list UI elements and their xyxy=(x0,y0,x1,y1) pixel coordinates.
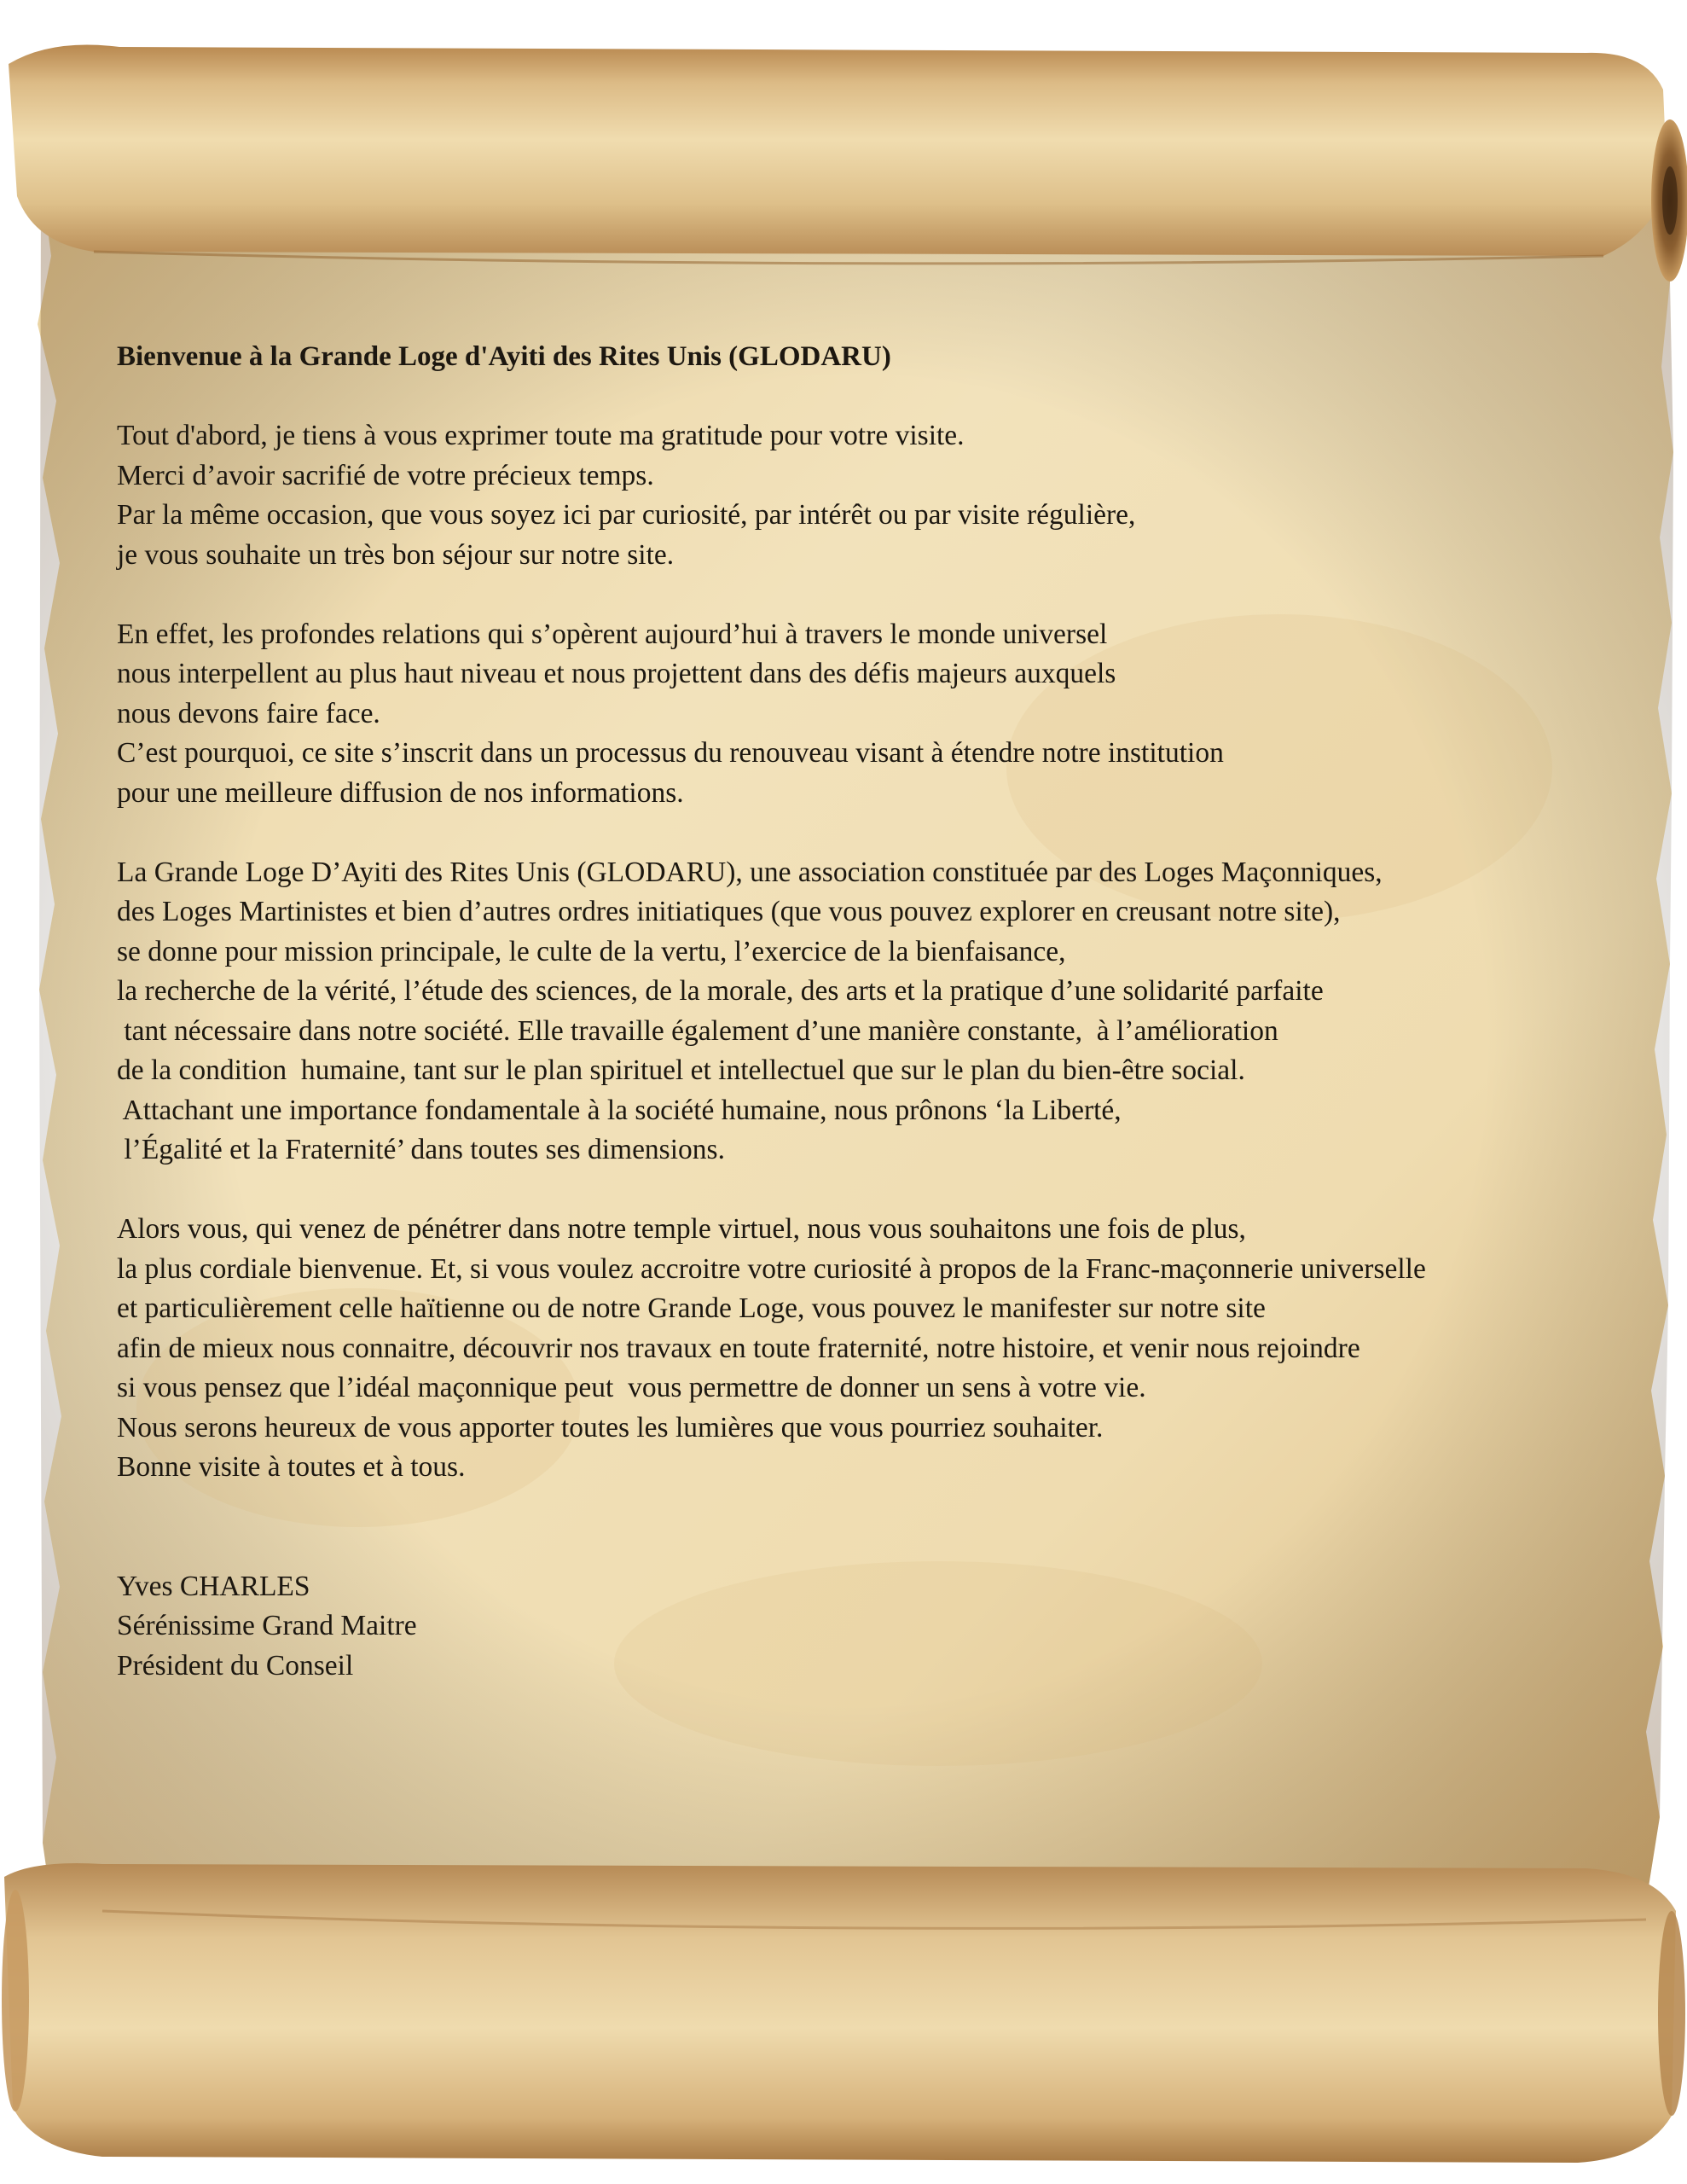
paragraph-2 xyxy=(117,615,1652,814)
paragraph-line: tant nécessaire dans notre société. Elle travaille également d’une manière constante, à l’amélioration xyxy=(117,1014,1278,1047)
paragraph-line: C’est pourquoi, ce site s’inscrit dans un processus du renouveau visant à étendre notre institution xyxy=(117,737,1224,769)
paragraph-line: si vous pensez que l’idéal maçonnique peut vous permettre de donner un sens à votre vie. xyxy=(117,1372,1146,1403)
paragraph-line: nous interpellent au plus haut niveau et nous projettent dans des défis majeurs auxquels xyxy=(117,658,1116,689)
paragraph-4 xyxy=(117,1210,1652,1488)
signature-block xyxy=(117,1567,1652,1687)
signature-gap xyxy=(117,1488,1652,1567)
paragraph-gap xyxy=(117,377,1652,417)
paragraph-gap xyxy=(117,575,1652,615)
paragraph-line: Tout d'abord, je tiens à vous exprimer toute ma gratitude pour votre visite. xyxy=(117,420,965,451)
paragraph-line: l’Égalité et la Fraternité’ dans toutes ses dimensions. xyxy=(117,1134,725,1165)
paragraph-1 xyxy=(117,416,1652,575)
paragraph-gap xyxy=(117,813,1652,853)
paragraph-line: afin de mieux nous connaitre, découvrir nos travaux en toute fraternité, notre histoire, et venir nous rejoindre xyxy=(117,1332,1360,1364)
paragraph-line: Bonne visite à toutes et à tous. xyxy=(117,1451,466,1483)
paragraph-line: Nous serons heureux de vous apporter toutes les lumières que vous pourriez souhaiter. xyxy=(117,1411,1104,1443)
paragraph-line: des Loges Martinistes et bien d’autres ordres initiatiques (que vous pouvez explorer en creusant notre site), xyxy=(117,896,1341,927)
paragraph-line: La Grande Loge D’Ayiti des Rites Unis (GLODARU), une association constituée par des Loges Maçonniques, xyxy=(117,856,1383,888)
signature-name: Yves CHARLES xyxy=(117,1570,310,1602)
letter-title: Bienvenue à la Grande Loge d'Ayiti des Rites Unis (GLODARU) xyxy=(117,341,891,372)
paragraph-3 xyxy=(117,853,1652,1170)
signature-role: Président du Conseil xyxy=(117,1649,354,1682)
paragraph-line: En effet, les profondes relations qui s’opèrent aujourd’hui à travers le monde universel xyxy=(117,618,1108,650)
paragraph-line: et particulièrement celle haïtienne ou de notre Grande Loge, vous pouvez le manifester sur notre site xyxy=(117,1292,1266,1324)
paragraph-line: la plus cordiale bienvenue. Et, si vous voulez accroitre votre curiosité à propos de la Franc-maçonnerie universelle xyxy=(117,1252,1426,1285)
paragraph-line: se donne pour mission principale, le culte de la vertu, l’exercice de la bienfaisance, xyxy=(117,935,1066,967)
welcome-letter xyxy=(117,337,1652,1686)
paragraph-line: de la condition humaine, tant sur le plan spirituel et intellectuel que sur le plan du bien-être social. xyxy=(117,1054,1245,1086)
paragraph-line: Par la même occasion, que vous soyez ici par curiosité, par intérêt ou par visite régulière, xyxy=(117,499,1136,531)
paragraph-line: Attachant une importance fondamentale à la société humaine, nous prônons ‘la Liberté, xyxy=(117,1094,1122,1126)
paragraph-line: pour une meilleure diffusion de nos informations. xyxy=(117,776,684,809)
paragraph-line: Merci d’avoir sacrifié de votre précieux temps. xyxy=(117,459,654,491)
paragraph-line: la recherche de la vérité, l’étude des sciences, de la morale, des arts et la pratique d’une solidarité parfaite xyxy=(117,975,1324,1007)
paragraph-line: nous devons faire face. xyxy=(117,697,380,729)
paragraph-line: Alors vous, qui venez de pénétrer dans notre temple virtuel, nous vous souhaitons une fois de plus, xyxy=(117,1213,1246,1245)
paragraph-gap xyxy=(117,1170,1652,1211)
paragraph-line: je vous souhaite un très bon séjour sur notre site. xyxy=(117,538,675,571)
signature-title: Sérénissime Grand Maitre xyxy=(117,1610,417,1641)
